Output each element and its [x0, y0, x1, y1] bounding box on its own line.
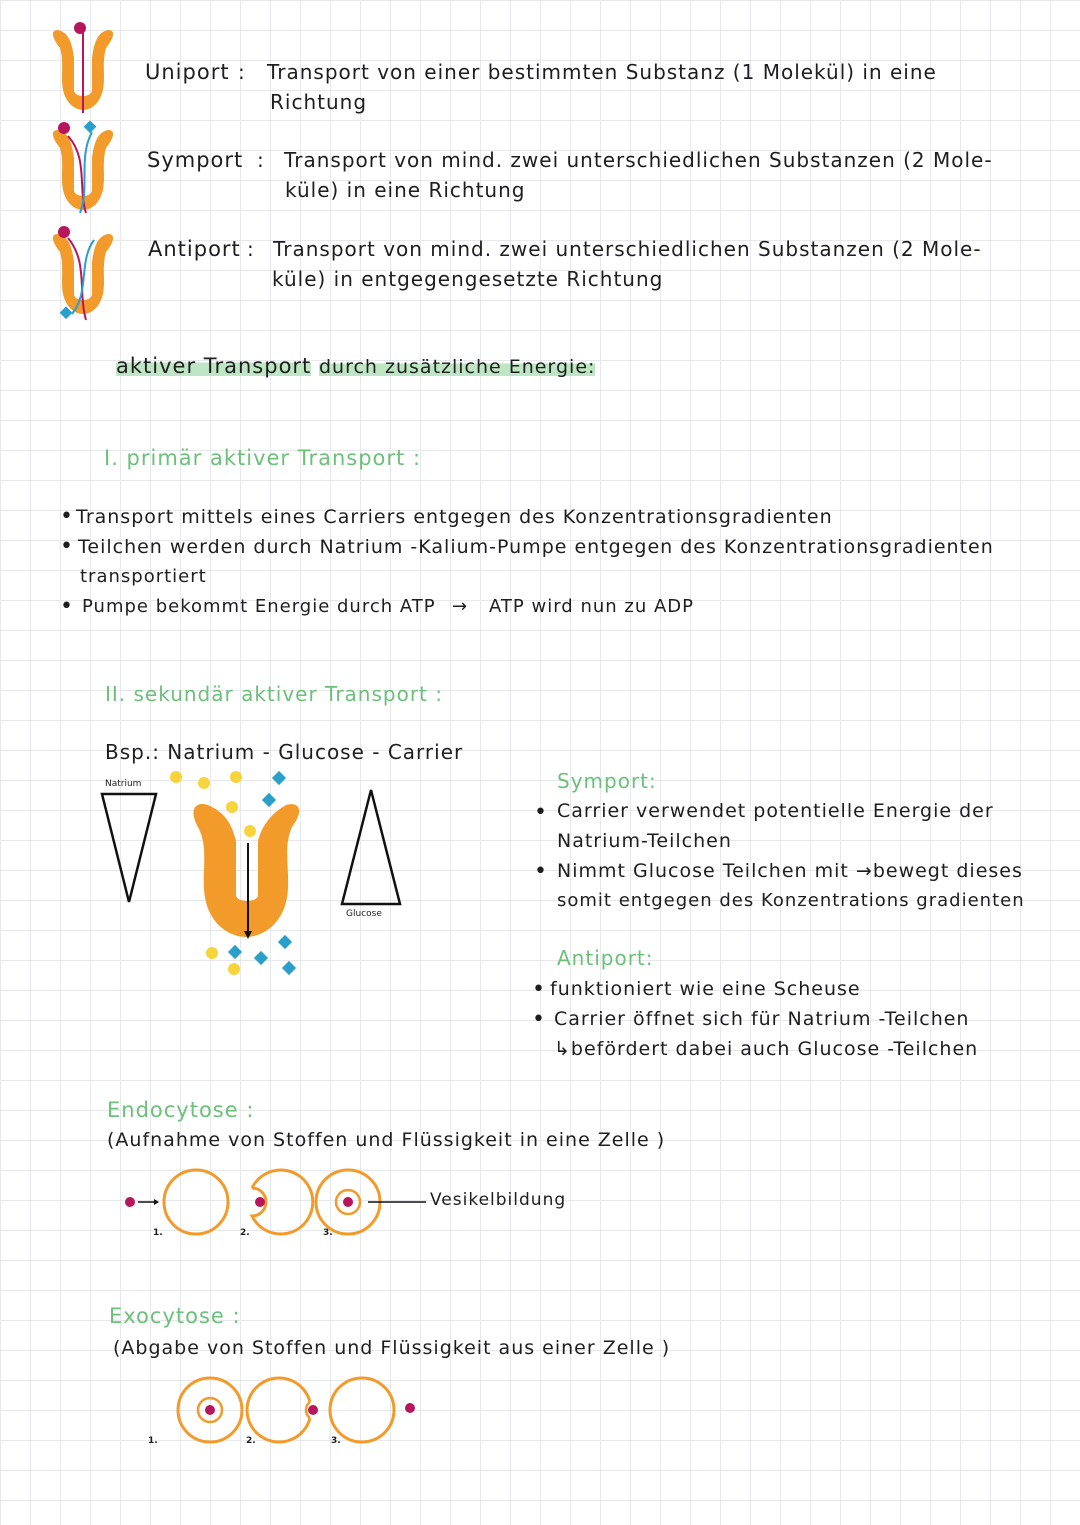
primary-bullet-2: Teilchen werden durch Natrium -Kalium-Pumpe entgegen des Konzentrationsgradienten — [78, 536, 994, 558]
primary-bullet-2-cont: transportiert — [80, 566, 207, 587]
natrium-glucose-carrier-diagram — [160, 765, 310, 985]
exocytose-step-1: 1. — [148, 1436, 158, 1446]
symport-text-line1: Transport von mind. zwei unterschiedlichen Substanzen (2 Mole- — [284, 148, 993, 172]
symport-sep: : — [257, 148, 265, 172]
active-transport-heading — [116, 354, 595, 378]
endocytose-step-2: 2. — [240, 1228, 250, 1238]
symport-carrier-icon — [48, 118, 118, 218]
antiport-sep: : — [247, 237, 255, 261]
exocytose-title: Exocytose : — [109, 1304, 241, 1328]
endocytose-step-3: 3. — [323, 1228, 333, 1238]
bullet-dot: • — [60, 504, 73, 529]
symport-title: Symport: — [557, 769, 657, 793]
bullet-dot: • — [532, 1007, 545, 1032]
bullet-dot: • — [532, 977, 545, 1002]
symport-text-line2: küle) in eine Richtung — [285, 178, 526, 202]
symport-bullet-1-line1: Carrier verwendet potentielle Energie der — [557, 800, 994, 822]
symport-bullet-2-line1: Nimmt Glucose Teilchen mit →bewegt dieses — [557, 860, 1023, 882]
antiport-bullet-2: Carrier öffnet sich für Natrium -Teilchen — [554, 1008, 970, 1030]
antiport-term: Antiport — [148, 237, 241, 261]
antiport-carrier-icon — [48, 222, 118, 322]
vesikelbildung-label: Vesikelbildung — [430, 1190, 567, 1210]
bullet-dot: • — [60, 594, 73, 619]
natrium-label: Natrium — [105, 779, 142, 789]
primary-heading: I. primär aktiver Transport : — [104, 446, 422, 470]
endocytose-description: (Aufnahme von Stoffen und Flüssigkeit in eine Zelle ) — [107, 1129, 666, 1151]
antiport-text-line1: Transport von mind. zwei unterschiedlichen Substanzen (2 Mole- — [273, 237, 982, 261]
exocytose-step-3: 3. — [331, 1436, 341, 1446]
endocytose-title: Endocytose : — [107, 1098, 255, 1122]
endocytose-step-1: 1. — [153, 1228, 163, 1238]
antiport-text-line2: küle) in entgegengesetzte Richtung — [272, 267, 664, 291]
symport-term: Symport — [147, 148, 244, 172]
natrium-gradient-triangle — [100, 790, 160, 910]
primary-bullet-3-result: ATP wird nun zu ADP — [489, 596, 694, 617]
symport-bullet-2-line2: somit entgegen des Konzentrations gradienten — [557, 890, 1025, 911]
secondary-heading: II. sekundär aktiver Transport : — [105, 682, 443, 706]
bullet-dot: • — [534, 800, 547, 825]
glucose-gradient-triangle — [340, 786, 404, 910]
secondary-example: Bsp.: Natrium - Glucose - Carrier — [105, 740, 464, 764]
bullet-dot: • — [534, 859, 547, 884]
exocytose-diagram — [160, 1372, 430, 1452]
glucose-label: Glucose — [346, 909, 382, 919]
primary-bullet-3: Pumpe bekommt Energie durch ATP — [82, 596, 436, 617]
uniport-sep: : — [238, 60, 246, 84]
antiport-title: Antiport: — [557, 946, 654, 970]
primary-bullet-1: Transport mittels eines Carriers entgegen des Konzentrationsgradienten — [76, 506, 833, 528]
uniport-text-line2: Richtung — [270, 90, 368, 114]
exocytose-step-2: 2. — [246, 1436, 256, 1446]
uniport-term: Uniport — [145, 60, 230, 84]
antiport-bullet-2-sub: ↳befördert dabei auch Glucose -Teilchen — [554, 1038, 979, 1060]
active-heading-part1: aktiver Transport — [116, 354, 312, 378]
bullet-dot: • — [60, 534, 73, 559]
exocytose-description: (Abgabe von Stoffen und Flüssigkeit aus einer Zelle ) — [113, 1337, 671, 1359]
active-heading-part2: durch zusätzliche Energie: — [318, 356, 596, 378]
uniport-carrier-icon — [48, 18, 118, 118]
symport-bullet-1-line2: Natrium-Teilchen — [557, 830, 732, 852]
antiport-bullet-1: funktioniert wie eine Scheuse — [550, 978, 861, 1000]
endocytose-diagram — [120, 1166, 440, 1246]
arrow-right-icon: → — [452, 596, 469, 617]
uniport-text-line1: Transport von einer bestimmten Substanz (1 Molekül) in eine — [267, 60, 937, 84]
